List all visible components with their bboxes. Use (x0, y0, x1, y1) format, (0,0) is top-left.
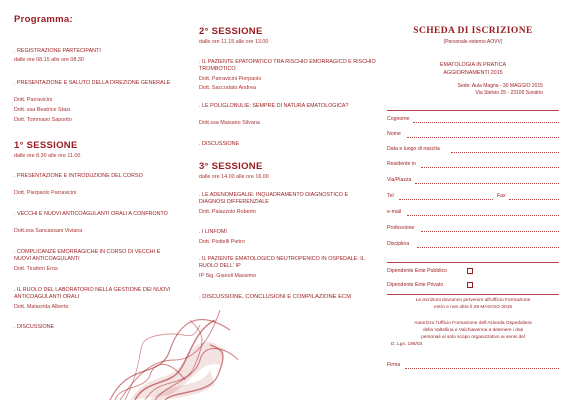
professione-field[interactable] (421, 231, 559, 232)
speaker: Dott. Malacrida Alberto (14, 304, 69, 310)
privacy-line: della Valtellina e Valchiavenna a detenere i dati (422, 328, 524, 333)
program-item: . DISCUSSIONE (14, 324, 55, 330)
program-item: . IL RUOLO DEL LABORATORIO NELLA GESTIONE DEI NUOVI ANTICOAGULANTI ORALI (14, 287, 171, 301)
speaker: Dott. Tiraferri Eros (14, 266, 58, 272)
label-nascita: Data e luogo di nascita (387, 146, 440, 152)
speaker: Dott.ssa Sancassani Viviana (14, 228, 83, 234)
label-tel: Tel (387, 193, 394, 199)
program-item-registration: . REGISTRAZIONE PARTECIPANTI (14, 48, 101, 54)
program-item-registration-time: dalle ore 08.15 alle ore 08.30 (14, 57, 84, 63)
disciplina-field[interactable] (417, 247, 559, 248)
label-disciplina: Disciplina (387, 241, 410, 247)
label-email: e-mail (387, 209, 402, 215)
speaker: Dott. Tommaso Saporito (14, 117, 72, 123)
speaker: IP Sig. Gianoli Massimo (199, 273, 257, 279)
residente-field[interactable] (421, 167, 559, 168)
privacy-line: Autorizzo l'Ufficio Formazione dell'Azienda Ospedaliera (414, 321, 532, 326)
label-cognome: Cognome (387, 116, 410, 122)
label-dip-privato: Dipendente Ente Privato (387, 282, 444, 288)
label-nome: Nome (387, 131, 401, 137)
label-professione: Professione (387, 225, 415, 231)
session-3-title: 3° SESSIONE (199, 161, 263, 172)
separator (387, 262, 559, 263)
fax-field[interactable] (509, 199, 559, 200)
email-field[interactable] (407, 215, 559, 216)
nascita-field[interactable] (451, 152, 559, 153)
program-item: . PRESENTAZIONE E INTRODUZIONE DEL CORSO (14, 173, 143, 179)
form-subtitle: (Personale esterno AOVV) (443, 39, 503, 45)
registration-note: Le iscrizioni dovranno pervenire all'Ufficio Formazione (415, 298, 531, 303)
smoke-decoration (100, 290, 240, 400)
program-item: . IL PAZIENTE EPATOPATICO TRA RISCHIO EMORRAGICO E RISCHIO TROMBOTICO (199, 59, 376, 73)
session-1-time: dalle ore 8.30 alle ore 11.00 (14, 153, 81, 159)
program-item: . LE ADENOMEGALIE: INQUADRAMENTO DIAGNOSTICO E DIAGNOSI DIFFERENZIALE (199, 192, 349, 206)
speaker: Dott. Saccodato Andrea (199, 85, 256, 91)
speaker: Dott. Palazzolo Roberto (199, 209, 256, 215)
privacy-line: personali al solo scopo organizzativo ai sensi del (421, 335, 525, 340)
event-address: Via Stelvio 25 - 23100 Sondrio (475, 90, 543, 96)
program-item: . I LINFOMI (199, 229, 227, 235)
program-item: . LE POLIGLOBULIE: SEMPRE DI NATURA EMATOLOGICA? (199, 103, 349, 109)
event-venue: Sede: Aula Magna - 30 MAGGIO 2015 (457, 83, 543, 89)
program-item-welcome: . PRESENTAZIONE E SALUTO DELLA DIREZIONE GENERALE (14, 80, 171, 86)
label-fax: Fax (497, 193, 506, 199)
label-residente: Residente in (387, 161, 416, 167)
nome-field[interactable] (407, 137, 559, 138)
program-item: . DISCUSSIONE, CONCLUSIONI E COMPILAZIONE ECM (199, 294, 352, 300)
tel-field[interactable] (399, 199, 493, 200)
program-item: . DISCUSSIONE (199, 141, 240, 147)
cognome-field[interactable] (413, 122, 559, 123)
speaker: Dott.ssa Maisano Silvana (199, 120, 260, 126)
form-title: SCHEDA DI ISCRIZIONE (413, 26, 533, 36)
session-2-time: dalle ore 11.15 alle ore 13.00 (199, 39, 269, 45)
label-via: Via/Piazza (387, 177, 412, 183)
firma-field[interactable] (405, 368, 559, 369)
label-firma: Firma (387, 362, 401, 368)
program-item: . VECCHI E NUOVI ANTICOAGULANTI ORALI A CONFRONTO (14, 211, 168, 217)
session-1-title: 1° SESSIONE (14, 140, 78, 151)
label-dip-pubblico: Dipendente Ente Pubblico (387, 268, 447, 274)
registration-deadline: entro e non oltre il 25 MAGGIO 2015 (433, 305, 513, 310)
program-item: . COMPLICANZE EMORRAGICHE IN CORSO DI VECCHI E NUOVI ANTICOAGULANTI (14, 249, 161, 263)
event-name: EMATOLOGIA IN PRATICA (439, 62, 507, 68)
dip-pubblico-checkbox[interactable] (467, 268, 473, 274)
dip-privato-checkbox[interactable] (467, 282, 473, 288)
separator (387, 110, 559, 111)
speaker: Dott. Parravicini Pierpaolo (199, 76, 262, 82)
program-title: Programma: (14, 14, 73, 25)
session-3-time: dalle ore 14.00 alle ore 16.00 (199, 174, 269, 180)
speaker: Dott. Pierpaolo Parravicini (14, 190, 77, 196)
privacy-line: D. Lgs. 196/03 (391, 342, 423, 347)
session-2-title: 2° SESSIONE (199, 26, 263, 37)
event-edition: AGGIORNAMENTI 2015 (443, 70, 503, 76)
separator (387, 294, 559, 295)
program-item: . IL PAZIENTE EMATOLOGICO NEUTROPENICO IN OSPEDALE: IL RUOLO DELL' IP (199, 256, 365, 270)
speaker: Dott. ssa Beatrice Stasi (14, 107, 71, 113)
speaker: Dott. Piottelli Pietro (199, 239, 245, 245)
via-field[interactable] (415, 183, 559, 184)
speaker: Dott. Parravicini (14, 97, 53, 103)
